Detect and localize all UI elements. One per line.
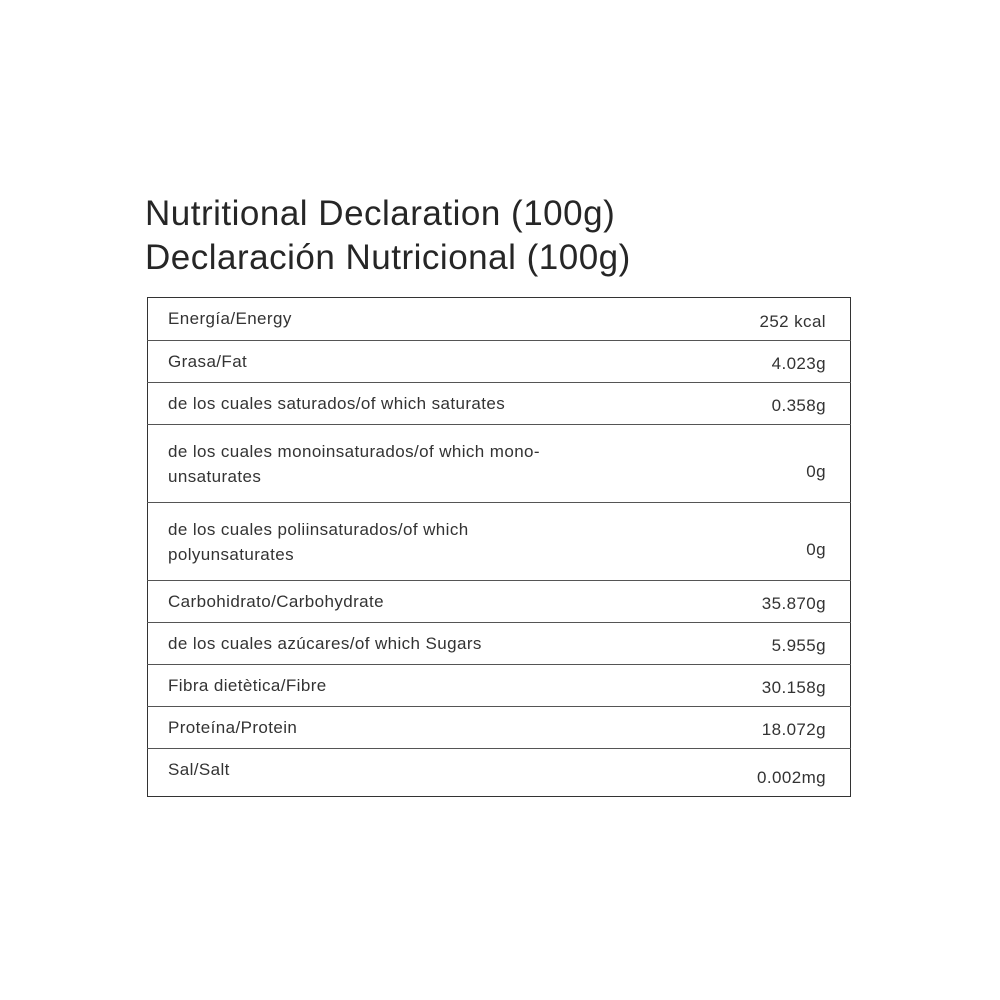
row-label: Fibra dietètica/Fibre	[148, 665, 730, 707]
row-value: 4.023g	[730, 341, 851, 383]
row-label	[148, 503, 730, 581]
row-value: 0g	[730, 425, 851, 503]
table-row-monounsaturates	[148, 425, 851, 503]
table-row-energy	[148, 298, 851, 341]
table-row-polyunsaturates	[148, 503, 851, 581]
table-row-fibre	[148, 665, 851, 707]
row-value: 30.158g	[730, 665, 851, 707]
row-label-text: de los cuales monoinsaturados/of which mono-unsaturates	[168, 442, 540, 486]
table-row-fat	[148, 341, 851, 383]
row-label: de los cuales azúcares/of which Sugars	[148, 623, 730, 665]
row-value: 0.002mg	[757, 768, 826, 787]
nutrition-table	[147, 297, 851, 797]
row-value: 5.955g	[730, 623, 851, 665]
table-row-salt	[148, 749, 851, 797]
title-english: Nutritional Declaration (100g)	[145, 194, 616, 233]
row-value: 252 kcal	[730, 298, 851, 341]
table-row-sugars	[148, 623, 851, 665]
row-value: 0.358g	[730, 383, 851, 425]
table-row-saturates	[148, 383, 851, 425]
nutrition-title	[145, 192, 865, 280]
row-label: Proteína/Protein	[148, 707, 730, 749]
row-label: Energía/Energy	[148, 298, 730, 341]
row-label-text: de los cuales poliinsaturados/of which polyunsaturates	[168, 520, 469, 564]
row-label: de los cuales saturados/of which saturates	[148, 383, 730, 425]
table-row-protein	[148, 707, 851, 749]
row-value: 18.072g	[730, 707, 851, 749]
row-value: 35.870g	[730, 581, 851, 623]
title-spanish: Declaración Nutricional (100g)	[145, 238, 631, 277]
row-label	[148, 425, 730, 503]
table-row-carbohydrate	[148, 581, 851, 623]
row-label: Sal/Salt	[168, 760, 230, 779]
row-label: Grasa/Fat	[148, 341, 730, 383]
row-value: 0g	[730, 503, 851, 581]
row-label: Carbohidrato/Carbohydrate	[148, 581, 730, 623]
